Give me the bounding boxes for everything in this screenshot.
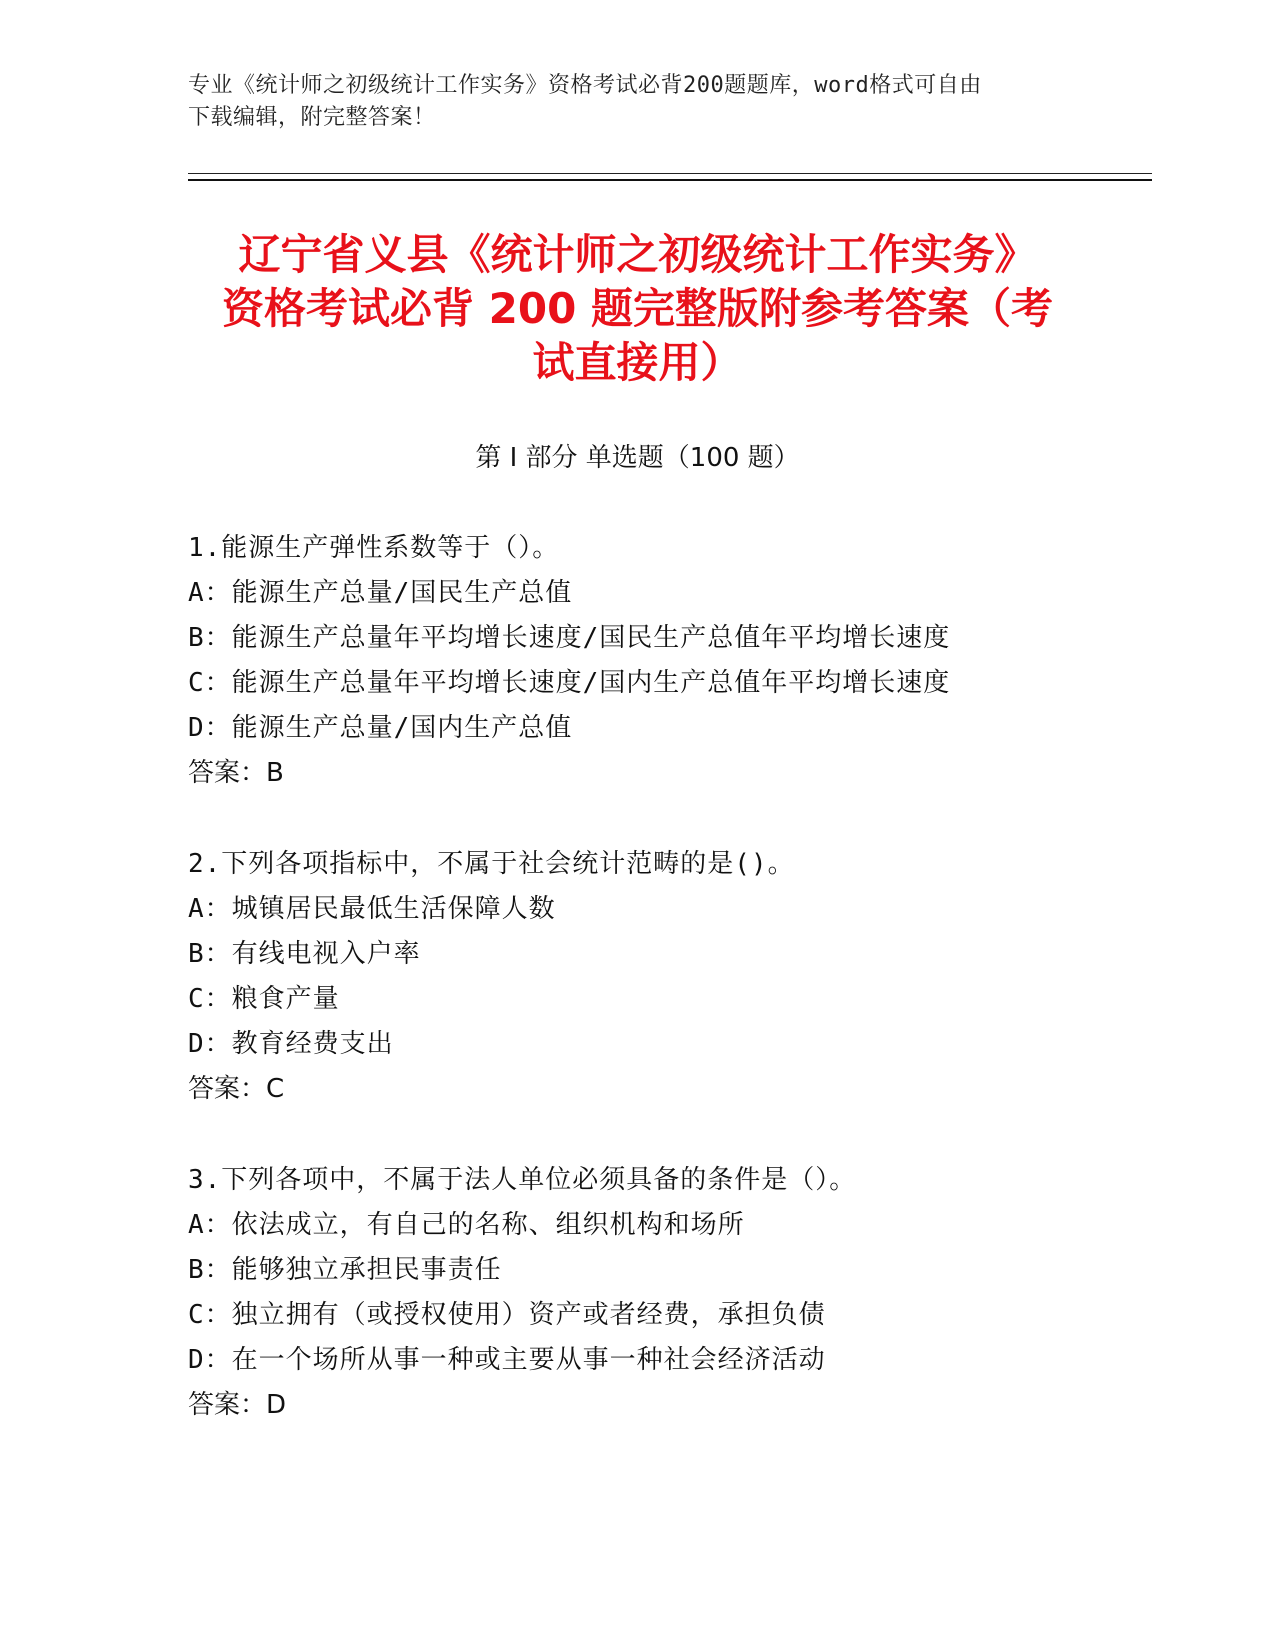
option-d: D：能源生产总量/国内生产总值 (188, 713, 573, 743)
header-note-line-1: 专业《统计师之初级统计工作实务》资格考试必背200题题库，word格式可自由 (188, 73, 982, 98)
header-rule-thick (188, 179, 1152, 181)
title-line-1: 辽宁省义县《统计师之初级统计工作实务》 (238, 230, 1037, 279)
document-title (150, 228, 1125, 390)
title-line-3: 试直接用） (532, 338, 743, 387)
question-list (188, 526, 1188, 1474)
question-3 (188, 1158, 1188, 1428)
header-rule-thin (188, 173, 1152, 174)
header-note-line-2: 下载编辑，附完整答案！ (188, 105, 436, 130)
question-stem: 3.下列各项中，不属于法人单位必须具备的条件是（）。 (188, 1165, 857, 1195)
answer: 答案：B (188, 758, 284, 788)
option-c: C：独立拥有（或授权使用）资产或者经费，承担负债 (188, 1300, 826, 1330)
option-a: A：依法成立，有自己的名称、组织机构和场所 (188, 1210, 745, 1240)
option-b: B：有线电视入户率 (188, 939, 421, 969)
option-c: C：粮食产量 (188, 984, 340, 1014)
option-b: B：能源生产总量年平均增长速度/国民生产总值年平均增长速度 (188, 623, 951, 653)
option-a: A：能源生产总量/国民生产总值 (188, 578, 573, 608)
question-2 (188, 842, 1188, 1112)
option-d: D：在一个场所从事一种或主要从事一种社会经济活动 (188, 1345, 826, 1375)
option-a: A：城镇居民最低生活保障人数 (188, 894, 556, 924)
question-1 (188, 526, 1188, 796)
option-d: D：教育经费支出 (188, 1029, 394, 1059)
option-c: C：能源生产总量年平均增长速度/国内生产总值年平均增长速度 (188, 668, 951, 698)
option-b: B：能够独立承担民事责任 (188, 1255, 502, 1285)
question-stem: 2.下列各项指标中，不属于社会统计范畴的是()。 (188, 849, 795, 879)
header-note (188, 70, 1088, 134)
section-heading: 第 I 部分 单选题（100 题） (475, 443, 800, 473)
title-line-2: 资格考试必背 200 题完整版附参考答案（考 (222, 284, 1053, 333)
answer: 答案：D (188, 1390, 287, 1420)
question-stem: 1.能源生产弹性系数等于（）。 (188, 533, 560, 563)
answer: 答案：C (188, 1074, 285, 1104)
